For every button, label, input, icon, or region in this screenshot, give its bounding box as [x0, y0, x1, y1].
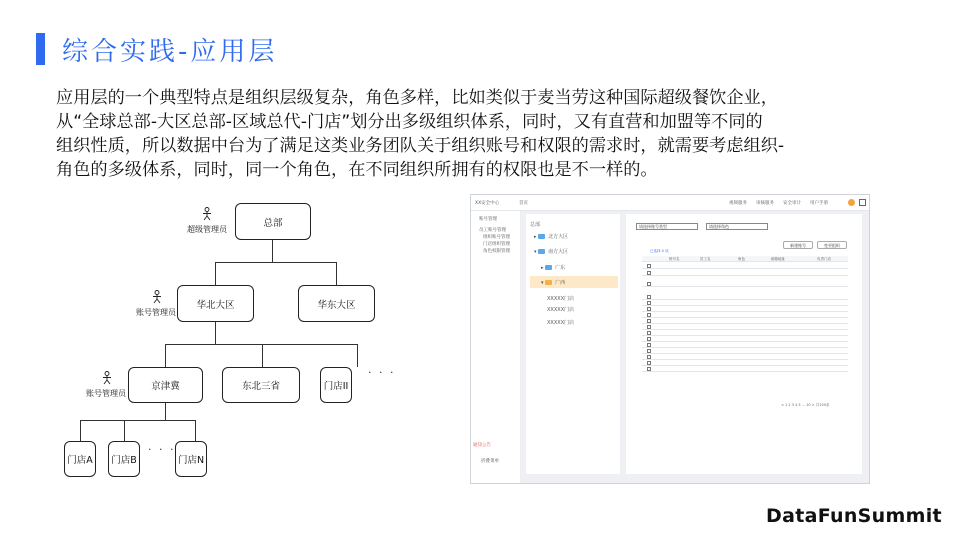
top-link[interactable]: 审核服务 — [756, 201, 774, 206]
row-checkbox[interactable] — [647, 343, 651, 347]
user-avatar-icon[interactable] — [848, 199, 855, 206]
top-link[interactable]: 用户手册 — [810, 201, 828, 206]
page-title: 综合实践-应用层 — [62, 37, 278, 67]
folder-icon — [545, 265, 552, 270]
menu-item[interactable]: 员工账号管理 — [479, 228, 506, 233]
connector — [80, 420, 196, 421]
column-header: 员工名 — [700, 257, 711, 261]
paragraph-line: 应用层的一个典型特点是组织层级复杂，角色多样，比如类似于麦当劳这种国际超级餐饮企业， — [56, 88, 778, 108]
top-link[interactable]: 视频服务 — [729, 201, 747, 206]
row-checkbox[interactable] — [647, 361, 651, 365]
table-row[interactable] — [642, 281, 848, 287]
role-label: 账号管理员 — [136, 308, 176, 317]
ellipsis: · · · — [148, 443, 176, 456]
connector — [272, 240, 273, 262]
row-checkbox[interactable] — [647, 295, 651, 299]
connector — [124, 420, 125, 441]
connector — [336, 262, 337, 285]
connector — [215, 262, 216, 285]
connector — [215, 322, 216, 344]
column-header: 负责门店 — [817, 257, 831, 261]
person-icon — [201, 207, 213, 221]
paragraph-line: 组织性质，所以数据中台为了满足这类业务团队关于组织账号和权限的需求时，就需要考虑组织- — [56, 136, 785, 156]
table-row[interactable] — [642, 366, 848, 372]
top-link[interactable]: 安全审计 — [783, 201, 801, 206]
connector — [262, 344, 263, 367]
tree-node[interactable]: ▸ 北方大区 — [534, 234, 569, 240]
paragraph-line: 从“全球总部-大区总部-区域总代-门店”划分出多级组织体系，同时，又有直营和加盟等不同的 — [56, 112, 763, 132]
folder-icon — [538, 234, 545, 239]
pagination[interactable]: < 1 2 3 4 5 ... 10 > 共100条 — [781, 403, 830, 407]
row-checkbox[interactable] — [647, 337, 651, 341]
connector — [165, 403, 166, 420]
person-icon — [101, 371, 113, 385]
account-type-select[interactable]: 请选择账号类型 — [636, 223, 698, 230]
table-row[interactable] — [642, 270, 848, 276]
role-label: 账号管理员 — [86, 389, 126, 398]
collapse-menu-button[interactable]: 折叠菜单 — [481, 459, 499, 464]
tree-node[interactable]: ▾ 南方大区 — [534, 249, 569, 255]
tree-node[interactable]: ▸ 广东 — [541, 265, 566, 271]
connector — [80, 420, 81, 441]
connector — [357, 344, 358, 367]
connector — [195, 420, 196, 441]
row-checkbox[interactable] — [647, 313, 651, 317]
tree-leaf[interactable]: XXXXX门店 — [547, 320, 575, 326]
tree-leaf[interactable]: XXXXX门店 — [547, 307, 575, 313]
column-header: 邮箱地址 — [771, 257, 785, 261]
side-menu — [471, 211, 521, 484]
grid-icon[interactable] — [859, 199, 866, 206]
footer-brand: DataFunSummit — [766, 505, 942, 527]
notice-link[interactable]: 通知公告 — [473, 443, 491, 448]
connector — [215, 262, 337, 263]
row-checkbox[interactable] — [647, 282, 651, 286]
menu-item[interactable]: 角色权限管理 — [483, 249, 510, 254]
node-region-east: 华东大区 — [298, 285, 375, 322]
row-checkbox[interactable] — [647, 307, 651, 311]
menu-item[interactable]: 组织账号管理 — [483, 235, 510, 240]
row-checkbox[interactable] — [647, 349, 651, 353]
row-checkbox[interactable] — [647, 319, 651, 323]
role-label: 超级管理员 — [187, 225, 227, 234]
menu-item[interactable]: 门店组织管理 — [483, 242, 510, 247]
tree-root[interactable]: 总部 — [530, 222, 541, 228]
node-store-a: 门店A — [64, 441, 96, 477]
node-headquarters: 总部 — [235, 203, 311, 240]
row-checkbox[interactable] — [647, 355, 651, 359]
brand-name: XX安全中心 — [475, 201, 500, 206]
node-area-northeast: 东北三省 — [222, 367, 300, 403]
connector — [165, 344, 166, 367]
home-link[interactable]: 首页 — [519, 201, 528, 206]
ellipsis: · · · — [368, 366, 396, 379]
node-store-ii: 门店II — [320, 367, 352, 403]
table-row[interactable] — [642, 263, 848, 269]
node-store-b: 门店B — [108, 441, 140, 477]
row-checkbox[interactable] — [647, 331, 651, 335]
new-account-button[interactable]: 新建账号 — [783, 241, 813, 249]
selected-info: 已选择 0 项 — [650, 249, 669, 253]
row-checkbox[interactable] — [647, 367, 651, 371]
change-org-button[interactable]: 变更组织 — [817, 241, 847, 249]
column-header: 角色 — [738, 257, 745, 261]
top-bar — [471, 195, 870, 211]
person-icon — [151, 290, 163, 304]
tree-leaf[interactable]: XXXXX门店 — [547, 296, 575, 302]
menu-item[interactable]: 账号管理 — [479, 217, 497, 222]
tree-node-selected[interactable]: ▾ 广西 — [541, 280, 566, 286]
row-checkbox[interactable] — [647, 325, 651, 329]
paragraph-line: 角色的多级体系，同时，同一个角色，在不同组织所拥有的权限也是不一样的。 — [56, 160, 658, 180]
role-select[interactable]: 请选择角色 — [706, 223, 768, 230]
row-checkbox[interactable] — [647, 301, 651, 305]
column-header: 账号名 — [669, 257, 680, 261]
row-checkbox[interactable] — [647, 271, 651, 275]
node-area-jjj: 京津冀 — [128, 367, 203, 403]
folder-icon — [538, 249, 545, 254]
row-checkbox[interactable] — [647, 264, 651, 268]
node-region-north: 华北大区 — [177, 285, 254, 322]
node-store-n: 门店N — [175, 441, 207, 477]
folder-icon — [545, 280, 552, 285]
